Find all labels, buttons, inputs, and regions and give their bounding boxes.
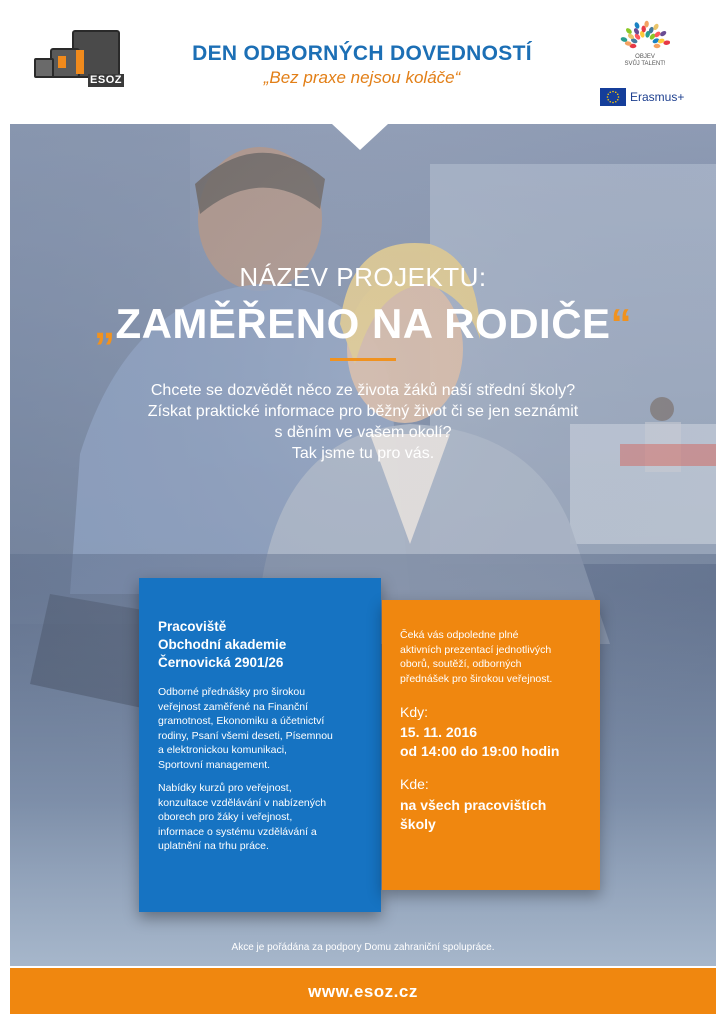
text-line: Odborné přednášky pro širokou — [158, 686, 306, 698]
open-quote: „ — [93, 300, 116, 347]
intro-line: s děním ve vašem okolí? — [274, 424, 452, 441]
intro-line: Získat praktické informace pro běžný život či se jen seznámit — [147, 403, 579, 420]
page-subtitle: „Bez praxe nejsou koláče“ — [263, 68, 461, 87]
erasmus-logo — [600, 88, 700, 106]
text-line: Sportovní management. — [158, 758, 271, 771]
text-line: Čeká vás odpoledne plné — [400, 629, 519, 641]
when-label: Kdy: — [400, 704, 429, 720]
text-line: gramotnost, Ekonomiku a účetnictví — [158, 715, 325, 727]
eu-flag-icon — [600, 88, 626, 106]
intro-text — [100, 380, 626, 464]
page-title: DEN ODBORNÝCH DOVEDNOSTÍ — [192, 42, 532, 65]
support-note: Akce je pořádána za podpory Domu zahraniční spolupráce. — [231, 942, 495, 953]
text-line: informace o systému vzdělávání a — [158, 825, 317, 838]
website-link[interactable]: www.esoz.cz — [308, 982, 418, 1001]
where-label: Kde: — [400, 776, 429, 792]
lectures-paragraph — [158, 685, 368, 772]
text-line: oborů, soutěží, odborných — [400, 658, 522, 670]
heading-line: Obchodní akademie — [158, 637, 287, 652]
title-divider — [330, 358, 396, 361]
header-notch — [332, 124, 388, 150]
event-info-box — [382, 600, 600, 890]
courses-paragraph — [158, 781, 368, 854]
heading-line: Pracoviště — [158, 619, 227, 634]
event-date: 15. 11. 2016 — [400, 724, 478, 740]
text-line: přednášek pro širokou veřejnost. — [400, 672, 553, 685]
esoz-logo — [30, 28, 124, 86]
text-line: a elektronickou komunikaci, — [158, 744, 287, 756]
hero-section — [10, 124, 716, 966]
footer — [10, 968, 716, 1014]
event-time: od 14:00 do 19:00 hodin — [400, 743, 560, 759]
objev-line1: OBJEV — [635, 54, 655, 60]
text-line: konzultace vzdělávání v nabízených — [158, 796, 327, 809]
text-line: oborech pro žáky i veřejnost, — [158, 811, 293, 823]
event-description — [400, 628, 592, 686]
talent-burst-icon — [620, 14, 670, 54]
text-line: veřejnost zaměřené na Finanční — [158, 700, 308, 713]
close-quote: “ — [610, 300, 633, 347]
intro-line: Tak jsme tu pro vás. — [291, 445, 435, 462]
workplace-heading — [158, 618, 368, 672]
location-line: školy — [400, 816, 436, 832]
text-line: aktivních prezentací jednotlivých — [400, 643, 552, 656]
workplace-info-box — [139, 578, 381, 912]
objev-talent-logo — [612, 14, 678, 76]
heading-line: Černovická 2901/26 — [158, 655, 284, 670]
project-name — [10, 300, 716, 348]
location-line: na všech pracovištích — [400, 797, 547, 813]
project-name-text: ZAMĚŘENO NA RODIČE — [115, 300, 611, 347]
header — [0, 0, 724, 124]
text-line: uplatnění na trhu práce. — [158, 840, 269, 852]
logo-text: ESOZ — [88, 74, 124, 87]
project-label: NÁZEV PROJEKTU: — [239, 262, 487, 292]
objev-line2: SVŮJ TALENT! — [624, 61, 666, 67]
text-line: Nabídky kurzů pro veřejnost, — [158, 782, 292, 794]
intro-line: Chcete se dozvědět něco ze života žáků naší střední školy? — [150, 382, 576, 399]
event-location — [400, 796, 592, 834]
erasmus-label: Erasmus+ — [630, 90, 685, 104]
text-line: rodiny, Psaní všemi deseti, Písemnou — [158, 729, 333, 742]
